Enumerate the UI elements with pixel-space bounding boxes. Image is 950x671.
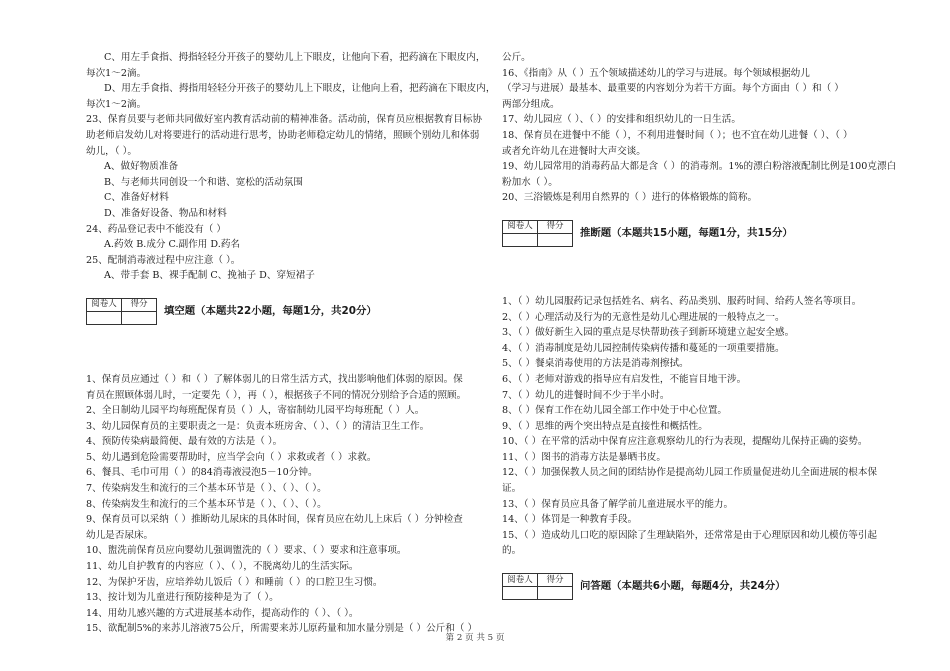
text-line: 15、（ ）造成幼儿口吃的原因除了生理缺陷外，还常常是由于心理原因和幼儿模仿等引起 xyxy=(502,529,878,541)
reviewer-cell[interactable] xyxy=(87,311,122,324)
text-line: 助老师启发幼儿对将要进行的活动进行思考，协助老师稳定幼儿的情绪，照顾个别幼儿和体弱 xyxy=(86,129,480,141)
text-line: A.药效 B.成分 C.副作用 D.药名 xyxy=(104,239,241,251)
text-line: 育员在照顾体弱儿时，一定要先（ ），再（ ），根据孩子不同的情况分别给予合适的照顾。 xyxy=(86,389,467,401)
question-block-judge xyxy=(502,294,892,559)
text-line: 7、传染病发生和流行的三个基本环节是（ ）、（ ）、（ ）。 xyxy=(86,483,327,495)
text-line: 8、（ ）保育工作在幼儿园全部工作中处于中心位置。 xyxy=(502,405,728,417)
text-line: 20、三浴锻炼是利用自然界的（ ）进行的体格锻炼的简称。 xyxy=(502,192,758,204)
text-line: 12、（ ）加强保教人员之间的团结协作是提高幼儿园工作质量促进幼儿全面进展的根本保 xyxy=(502,467,878,479)
text-line: 11、幼儿自护教育的内容应（ ）、（ ），不脱离幼儿的生活实际。 xyxy=(86,561,359,573)
reviewer-cell[interactable] xyxy=(503,233,538,246)
text-line: 的。 xyxy=(502,545,522,557)
text-line: 17、幼儿园应（ ）、（ ）的安排和组织幼儿的一日生活。 xyxy=(502,114,741,126)
text-line: 4、预防传染病最简便、最有效的方法是（ ）。 xyxy=(86,436,283,448)
text-line: 6、餐具、毛巾可用（ ）的84消毒液浸泡5－10分钟。 xyxy=(86,467,318,479)
score-cell[interactable] xyxy=(538,233,573,246)
text-line: 或者允许幼儿在进餐时大声交谈。 xyxy=(502,145,646,157)
text-line: 13、按计划为儿童进行预防接种是为了（ ）。 xyxy=(86,592,279,604)
text-line: 幼儿，（ ）。 xyxy=(86,145,138,157)
text-line: 2、（ ）心理活动及行为的无意性是幼儿心理进展的一般特点之一。 xyxy=(502,311,785,323)
text-line: 1、保育员应通过（ ）和（ ）了解体弱儿的日常生活方式，找出影响他们体弱的原因。保 xyxy=(86,373,463,385)
text-line: 19、幼儿园常用的消毒药品大都是含（ ）的消毒剂。1%的漂白粉溶液配制比例是100克漂白 xyxy=(502,161,897,173)
text-line: 24、药品登记表中不能没有（ ） xyxy=(86,223,226,235)
text-line: 每次1～2滴。 xyxy=(86,67,147,79)
section-title-fill: 填空题（本题共22小题，每题1分，共20分） xyxy=(164,304,377,317)
text-line: 12、为保护牙齿，应培养幼儿饭后（ ）和睡前（ ）的口腔卫生习惯。 xyxy=(86,576,383,588)
text-line: 3、（ ）做好新生入园的重点是尽快帮助孩子到新环境建立起安全感。 xyxy=(502,327,795,339)
score-label: 得分 xyxy=(538,574,573,587)
text-line: D、用左手食指、拇指用轻轻分开孩子的婴幼儿上下眼皮，让他向上看，把药滴在下眼皮内， xyxy=(104,83,496,95)
section-title-qa: 问答题（本题共6小题，每题4分，共24分） xyxy=(580,580,786,593)
text-line: （学习与进展）最基本、最重要的内容划分为若干方面。每个方面由（ ）和（ ） xyxy=(502,83,844,95)
text-line: B、与老师共同创设一个和谐、宽松的活动氛围 xyxy=(104,176,303,188)
text-line: 9、保育员可以采纳（ ）推断幼儿尿床的具体时间，保育员应在幼儿上床后（ ）分钟检查 xyxy=(86,514,463,526)
text-line: 15、欲配制5%的来苏儿溶液75公斤，所需要来苏儿原药量和加水量分别是（ ）公斤和（ ） xyxy=(86,623,478,635)
text-line: 14、（ ）体罚是一种教育手段。 xyxy=(502,514,638,526)
left-column xyxy=(86,50,496,637)
section-title-judge: 推断题（本题共15小题，每题1分，共15分） xyxy=(580,226,793,239)
text-line: 公斤。 xyxy=(502,52,531,63)
text-line: D、准备好设备、物品和材料 xyxy=(104,207,227,219)
text-line: 25、配制消毒液过程中应注意（ ）。 xyxy=(86,254,241,266)
reviewer-label: 阅卷人 xyxy=(87,298,122,311)
text-line: 23、保育员要与老师共同做好室内教育活动前的精神准备。活动前，保育员应根据教育目标协 xyxy=(86,114,482,126)
score-table xyxy=(502,573,573,600)
text-line: 14、用幼儿感兴趣的方式进展基本动作，提高动作的（ ）、（ ）。 xyxy=(86,607,359,619)
text-line: 16、《指南》从（ ）五个领域描述幼儿的学习与进展。每个领域根据幼儿 xyxy=(502,67,810,79)
text-line: 18、保育员在进餐中不能（ ），不利用进餐时间（ ）；也不宜在幼儿进餐（ ）、（ ） xyxy=(502,129,853,141)
reviewer-label: 阅卷人 xyxy=(503,574,538,587)
text-line: 10、（ ）在平常的活动中保育应注意观察幼儿的行为表现，提醒幼儿保持正确的姿势。 xyxy=(502,436,868,448)
text-line: 8、传染病发生和流行的三个基本环节是（ ）、（ ）、（ ）。 xyxy=(86,498,327,510)
text-line: 4、（ ）消毒制度是幼儿园控制传染病传播和蔓延的一项重要措施。 xyxy=(502,342,785,354)
score-label: 得分 xyxy=(122,298,157,311)
qa-section-header xyxy=(502,573,892,637)
text-line: 6、（ ）老师对游戏的指导应有启发性，不能盲目地干涉。 xyxy=(502,373,747,385)
right-column xyxy=(502,50,897,647)
fill-section-header xyxy=(86,298,482,362)
text-line: C、准备好材料 xyxy=(104,192,169,204)
text-line: 7、（ ）幼儿的进餐时间不少于半小时。 xyxy=(502,389,670,401)
text-line: 13、（ ）保育员应具备了解学前儿童进展水平的能力。 xyxy=(502,498,734,510)
question-block-fill xyxy=(86,372,482,637)
reviewer-cell[interactable] xyxy=(503,587,538,600)
score-table xyxy=(502,220,573,247)
text-line: 粉加水（ ）。 xyxy=(502,176,558,188)
text-line: A、带手套 B、裸手配制 C、挽袖子 D、穿短裙子 xyxy=(104,270,315,282)
text-line: 5、幼儿遇到危险需要帮助时，应当学会向（ ）求救或者（ ）求救。 xyxy=(86,451,377,463)
score-cell[interactable] xyxy=(122,311,157,324)
text-line: 5、（ ）餐桌消毒使用的方法是消毒剂擦拭。 xyxy=(502,358,689,370)
question-block-choice xyxy=(86,50,496,284)
text-line: 幼儿是否尿床。 xyxy=(86,529,154,541)
text-line: 1、（ ）幼儿园服药记录包括姓名、病名、药品类别、服药时间、给药人签名等项目。 xyxy=(502,295,862,307)
text-line: 9、（ ）思维的两个突出特点是直接性和概括性。 xyxy=(502,420,708,432)
text-line: 证。 xyxy=(502,483,522,495)
text-line: 2、全日制幼儿园平均每班配保育员（ ）人，寄宿制幼儿园平均每班配（ ）人。 xyxy=(86,405,425,417)
text-line: 每次1～2滴。 xyxy=(86,98,147,110)
reviewer-label: 阅卷人 xyxy=(503,220,538,233)
score-cell[interactable] xyxy=(538,587,573,600)
question-block-fill-cont xyxy=(502,50,897,206)
page-number: 第 2 页 共 5 页 xyxy=(445,633,505,643)
text-line: 10、盥洗前保育员应向婴幼儿强调盥洗的（ ）要求、（ ）要求和注意事项。 xyxy=(86,545,407,557)
judge-section-header xyxy=(502,220,892,284)
text-line: 两部分组成。 xyxy=(502,98,560,110)
text-line: C、用左手食指、拇指轻轻分开孩子的婴幼儿上下眼皮，让他向下看，把药滴在下眼皮内， xyxy=(104,52,486,63)
text-line: 11、（ ）图书的消毒方法是暴晒书皮。 xyxy=(502,451,666,463)
text-line: 3、幼儿园保育员的主要职责之一是：负责本班房舍、（ ）、（ ）的清洁卫生工作。 xyxy=(86,420,430,432)
score-label: 得分 xyxy=(538,220,573,233)
text-line: A、做好物质准备 xyxy=(104,161,179,173)
score-table xyxy=(86,298,157,325)
